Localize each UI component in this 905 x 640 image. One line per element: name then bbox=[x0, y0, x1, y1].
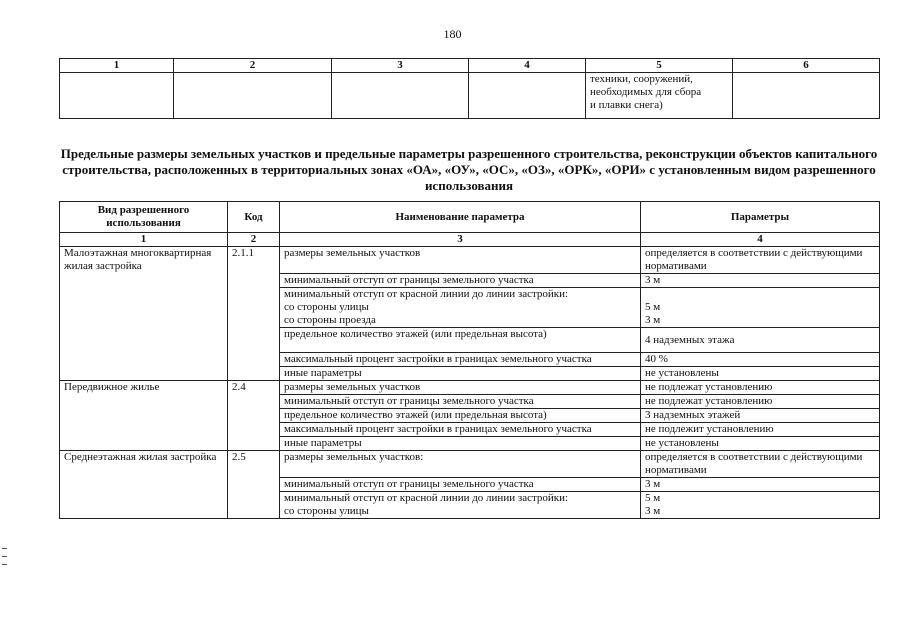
kod-cell: 2.1.1 bbox=[228, 247, 280, 381]
header-vid: Вид разрешенного использования bbox=[60, 202, 228, 233]
scan-mark bbox=[2, 556, 7, 557]
param-name: размеры земельных участков: bbox=[280, 451, 641, 478]
param-name: минимальный отступ от границы земельного участка bbox=[280, 274, 641, 288]
param-name: иные параметры bbox=[280, 437, 641, 451]
empty-cell bbox=[60, 73, 174, 119]
param-value: 4 надземных этажа bbox=[641, 328, 880, 353]
cell-line: со стороны улицы bbox=[284, 505, 369, 517]
vid-cell: Передвижное жилье bbox=[60, 381, 228, 451]
param-name bbox=[280, 288, 641, 328]
param-name: иные параметры bbox=[280, 367, 641, 381]
parameters-table bbox=[59, 201, 880, 519]
param-value bbox=[641, 288, 880, 328]
param-name: размеры земельных участков bbox=[280, 381, 641, 395]
section-title: Предельные размеры земельных участков и предельные параметры разрешенного строительства, реконструкции объектов капитального строительства, расположенных в территориальных зонах «ОА», «ОУ», «ОС», «ОЗ», «ОРК», «ОРИ» с установленным видом разрешенного использования bbox=[60, 146, 878, 193]
table-row bbox=[60, 451, 880, 478]
continued-table-header-row bbox=[60, 59, 880, 73]
empty-cell bbox=[469, 73, 586, 119]
param-value: определяется в соответствии с действующими нормативами bbox=[641, 247, 880, 274]
vid-cell: Среднеэтажная жилая застройка bbox=[60, 451, 228, 519]
kod-cell: 2.5 bbox=[228, 451, 280, 519]
cell-line: 5 м bbox=[645, 301, 661, 313]
scan-mark bbox=[2, 548, 7, 549]
param-value: не подлежат установлению bbox=[641, 395, 880, 409]
col-number-1: 1 bbox=[60, 59, 174, 73]
header-kod: Код bbox=[228, 202, 280, 233]
cell-line: минимальный отступ от красной линии до линии застройки: bbox=[284, 492, 569, 504]
param-value: 3 надземных этажей bbox=[641, 409, 880, 423]
param-value: не подлежит установлению bbox=[641, 423, 880, 437]
param-name: минимальный отступ от границы земельного участка bbox=[280, 395, 641, 409]
param-name: предельное количество этажей (или предельная высота) bbox=[280, 328, 641, 353]
cell-line: минимальный отступ от красной линии до линии застройки: bbox=[284, 288, 569, 300]
column-numbers-row bbox=[60, 233, 880, 247]
param-name: размеры земельных участков bbox=[280, 247, 641, 274]
cell-line: необходимых для сбора bbox=[590, 86, 702, 98]
col-number-2: 2 bbox=[228, 233, 280, 247]
param-name: предельное количество этажей (или предельная высота) bbox=[280, 409, 641, 423]
empty-cell bbox=[174, 73, 332, 119]
continued-table bbox=[59, 58, 880, 119]
param-name: максимальный процент застройки в границах земельного участка bbox=[280, 423, 641, 437]
cell-line bbox=[645, 288, 875, 301]
table-header-row bbox=[60, 202, 880, 233]
col-number-6: 6 bbox=[733, 59, 880, 73]
col5-cell bbox=[586, 73, 733, 119]
param-value: не подлежат установлению bbox=[641, 381, 880, 395]
param-name: максимальный процент застройки в границах земельного участка bbox=[280, 353, 641, 367]
cell-line: и плавки снега) bbox=[590, 99, 663, 111]
col-number-2: 2 bbox=[174, 59, 332, 73]
cell-line: 5 м bbox=[645, 492, 661, 504]
cell-line: со стороны проезда bbox=[284, 314, 376, 326]
page-number: 180 bbox=[443, 27, 462, 41]
cell-line: техники, сооружений, bbox=[590, 73, 693, 85]
param-value: 3 м bbox=[641, 274, 880, 288]
param-value: определяется в соответствии с действующими нормативами bbox=[641, 451, 880, 478]
col-number-1: 1 bbox=[60, 233, 228, 247]
table-row bbox=[60, 247, 880, 274]
param-value: не установлены bbox=[641, 367, 880, 381]
header-name: Наименование параметра bbox=[280, 202, 641, 233]
param-name bbox=[280, 492, 641, 519]
table-row bbox=[60, 381, 880, 395]
param-value: 40 % bbox=[641, 353, 880, 367]
empty-cell bbox=[733, 73, 880, 119]
col-number-4: 4 bbox=[469, 59, 586, 73]
header-params: Параметры bbox=[641, 202, 880, 233]
scan-edge-marks bbox=[2, 548, 8, 572]
col-number-4: 4 bbox=[641, 233, 880, 247]
kod-cell: 2.4 bbox=[228, 381, 280, 451]
param-value bbox=[641, 492, 880, 519]
col-number-3: 3 bbox=[280, 233, 641, 247]
cell-line: 3 м bbox=[645, 505, 661, 517]
scan-mark bbox=[2, 564, 7, 565]
col-number-3: 3 bbox=[332, 59, 469, 73]
cell-line: 3 м bbox=[645, 314, 661, 326]
cell-line: со стороны улицы bbox=[284, 301, 369, 313]
param-name: минимальный отступ от границы земельного участка bbox=[280, 478, 641, 492]
col-number-5: 5 bbox=[586, 59, 733, 73]
param-value: не установлены bbox=[641, 437, 880, 451]
empty-cell bbox=[332, 73, 469, 119]
continued-table-row bbox=[60, 73, 880, 119]
param-value: 3 м bbox=[641, 478, 880, 492]
vid-cell: Малоэтажная многоквартирная жилая застройка bbox=[60, 247, 228, 381]
